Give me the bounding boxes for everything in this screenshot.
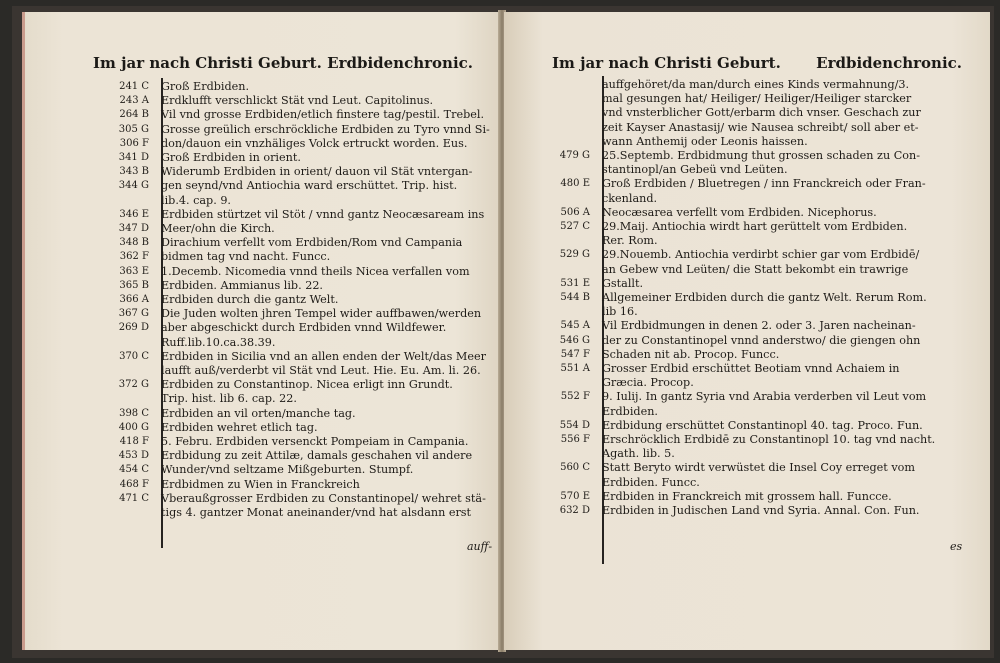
entry-row	[536, 277, 976, 291]
year-marker: 367 G	[118, 308, 149, 320]
entry-row	[95, 137, 495, 151]
right-catchword: es	[950, 540, 963, 553]
year-marker: 454 C	[119, 464, 149, 476]
entry-text-line: tigs 4. gantzer Monat aneinander/vnd hat alsdann erst	[161, 505, 472, 519]
entry-row	[95, 236, 495, 250]
entry-text-line: lib 16.	[602, 305, 638, 319]
year-marker: 632 D	[559, 505, 590, 516]
entry-row	[536, 319, 976, 333]
entry-row	[536, 348, 976, 362]
year-marker: 551 A	[560, 363, 590, 374]
entry-row	[95, 179, 495, 207]
entry-text-line: Erdbiden. Funcc.	[602, 475, 700, 489]
entry-text-line: Groß Erdbiden in orient.	[161, 151, 301, 164]
entry-text-line: Die Juden wolten jhren Tempel wider auffbawen/werden	[161, 307, 482, 321]
entry-text-line: Widerumb Erdbiden in orient/ dauon vil Stät vntergan-	[161, 165, 473, 179]
entry-text-line: Groß Erdbiden.	[161, 80, 250, 93]
entry-row	[95, 449, 495, 463]
entry-text-line: Græcia. Procop.	[602, 376, 694, 390]
entry-row	[95, 265, 495, 279]
year-marker: 243 A	[119, 95, 149, 107]
entry-text-line: Erdbidung zu zeit Attilæ, damals geschahen vil andere	[161, 449, 473, 463]
entry-row	[95, 108, 495, 122]
entry-text-line: 9. Iulij. In gantz Syria vnd Arabia verderben vil Leut vom	[602, 390, 927, 404]
entry-row	[95, 123, 495, 137]
entry-text-line: gen seynd/vnd Antiochia ward erschüttet. Trip. hist.	[161, 179, 458, 193]
entry-text-line: 29.Maij. Antiochia wirdt hart gerüttelt vom Erdbiden.	[602, 220, 908, 233]
entry-row	[536, 149, 976, 177]
entry-text-line: Vberaußgrosser Erdbiden zu Constantinopel/ wehret stä-	[161, 491, 486, 505]
entry-text-line: auffgehöret/da man/durch eines Kinds vermahnung/3.	[602, 78, 910, 91]
entry-row	[536, 291, 976, 319]
year-marker: 341 D	[118, 152, 149, 163]
left-header-title: Im jar nach Christi Geburt.	[93, 54, 322, 72]
entry-text-line: Erdbiden wehret etlich tag.	[161, 420, 318, 434]
entry-row	[95, 478, 495, 492]
entry-text-line: don/dauon ein vnzhäliges Volck ertruckt worden. Eus.	[161, 136, 468, 150]
entry-text-line: aber abgeschickt durch Erdbiden vnnd Wildfewer.	[161, 321, 447, 335]
entry-text-line: lib.4. cap. 9.	[161, 193, 231, 207]
entry-row	[536, 390, 976, 418]
entry-text-line: Erschröcklich Erdbidē zu Constantinopl 10. tag vnd nacht.	[602, 433, 936, 446]
entry-text-line: Statt Beryto wirdt verwüstet die Insel Coy erreget vom	[602, 461, 916, 475]
entry-row	[95, 378, 495, 406]
entry-row	[536, 248, 976, 276]
entry-row	[95, 350, 495, 378]
entry-row	[536, 177, 976, 205]
entry-text-line: 25.Septemb. Erdbidmung thut grossen schaden zu Con-	[602, 149, 920, 162]
year-marker: 545 A	[560, 320, 590, 332]
year-marker: 506 A	[560, 206, 590, 218]
year-marker: 554 D	[559, 419, 590, 431]
right-header-chronicle: Erdbidenchronic.	[816, 54, 962, 72]
year-marker: 372 G	[118, 379, 149, 391]
entry-text-line: stantinopl/an Gebeü vnd Leüten.	[602, 163, 788, 177]
entry-text-line: 1.Decemb. Nicomedia vnnd theils Nicea verfallen vom	[161, 264, 470, 278]
entry-row	[95, 492, 495, 520]
year-marker: 480 E	[560, 178, 590, 190]
entry-text-line: Erdbiden durch die gantz Welt.	[161, 293, 339, 306]
year-marker: 570 E	[560, 490, 590, 502]
entry-text-line: Wunder/vnd seltzame Mißgeburten. Stumpf.	[161, 463, 414, 477]
entry-text-line: Rer. Rom.	[602, 234, 658, 248]
right-page	[504, 12, 990, 650]
entry-text-line: Meer/ohn die Kirch.	[161, 222, 275, 235]
entry-text-line: laufft auß/verderbt vil Stät vnd Leut. Hie. Eu. Am. li. 26.	[161, 363, 481, 377]
entry-row	[536, 490, 976, 504]
year-marker: 400 G	[118, 421, 149, 433]
entry-row	[536, 78, 976, 149]
entry-text-line: bidmen tag vnd nacht. Funcc.	[161, 250, 331, 264]
year-marker: 418 F	[119, 436, 149, 447]
left-page	[22, 12, 503, 650]
year-marker: 241 C	[119, 81, 149, 92]
year-marker: 305 G	[118, 123, 149, 135]
entry-text-line: Gstallt.	[602, 276, 644, 290]
year-marker: 365 B	[119, 279, 149, 291]
entry-row	[95, 421, 495, 435]
entry-text-line: der zu Constantinopel vnnd anderstwo/ die giengen ohn	[602, 333, 921, 347]
year-marker: 544 B	[560, 292, 590, 303]
year-marker: 264 B	[119, 109, 149, 121]
year-marker: 471 C	[119, 492, 149, 504]
year-marker: 453 D	[118, 450, 149, 462]
entry-text-line: Erdbiden in Judischen Land vnd Syria. Annal. Con. Fun.	[602, 504, 920, 517]
entry-text-line: Ruff.lib.10.ca.38.39.	[161, 335, 276, 349]
entry-row	[95, 94, 495, 108]
entry-row	[536, 419, 976, 433]
entry-row	[95, 80, 495, 94]
year-marker: 269 D	[118, 322, 149, 334]
entry-text-line: Dirachium verfellt vom Erdbiden/Rom vnd Campania	[161, 236, 463, 250]
entry-row	[95, 165, 495, 179]
entry-text-line: Erdbiden an vil orten/manche tag.	[161, 406, 356, 420]
entry-text-line: Erdbiden stürtzet vil Stöt / vnnd gantz Neocæsaream ins	[161, 207, 485, 221]
entry-text-line: an Gebew vnd Leüten/ die Statt bekombt ein trawrige	[602, 262, 909, 276]
entry-text-line: vnd vnsterblicher Gott/erbarm dich vnser. Geschach zur	[602, 106, 921, 120]
year-marker: 479 G	[559, 150, 590, 161]
right-running-header	[552, 54, 962, 72]
entry-row	[95, 435, 495, 449]
entry-row	[536, 504, 976, 518]
entry-text-line: Groß Erdbiden / Bluetregen / inn Franckreich oder Fran-	[602, 177, 926, 191]
year-marker: 344 G	[118, 180, 149, 192]
entry-text-line: Erdbidmen zu Wien in Franckreich	[161, 477, 360, 491]
entry-row	[95, 151, 495, 165]
entry-row	[536, 206, 976, 220]
year-marker: 531 E	[560, 277, 590, 289]
year-marker: 546 G	[559, 334, 590, 346]
year-marker: 527 C	[560, 221, 590, 232]
entry-text-line: wann Anthemij oder Leonis haissen.	[602, 134, 808, 148]
entry-row	[536, 461, 976, 489]
year-marker: 398 C	[119, 407, 149, 419]
year-marker: 468 F	[119, 478, 149, 490]
entry-text-line: Vil Erdbidmungen in denen 2. oder 3. Jaren nacheinan-	[602, 319, 916, 333]
entry-text-line: mal gesungen hat/ Heiliger/ Heiliger/Heiliger starcker	[602, 92, 912, 106]
entry-row	[536, 334, 976, 348]
entry-text-line: Trip. hist. lib 6. cap. 22.	[161, 392, 297, 406]
year-marker: 363 E	[119, 265, 149, 277]
right-header-title: Im jar nach Christi Geburt.	[552, 54, 781, 72]
entry-row	[536, 362, 976, 390]
book-spread	[12, 6, 994, 658]
entry-row	[95, 407, 495, 421]
left-header-chronicle: Erdbidenchronic.	[327, 54, 473, 72]
entry-text-line: ckenland.	[602, 191, 658, 205]
year-marker: 547 F	[560, 348, 590, 360]
entry-row	[95, 293, 495, 307]
left-running-header	[93, 54, 473, 72]
entry-row	[536, 220, 976, 248]
entry-row	[536, 433, 976, 461]
entry-text-line: Schaden nit ab. Procop. Funcc.	[602, 347, 780, 361]
entry-text-line: Agath. lib. 5.	[602, 447, 675, 461]
entry-text-line: Grosse greülich erschröckliche Erdbiden zu Tyro vnnd Si-	[161, 122, 490, 136]
year-marker: 347 D	[118, 223, 149, 234]
entry-text-line: 5. Febru. Erdbiden versenckt Pompeiam in Campania.	[161, 435, 469, 448]
entry-text-line: Vil vnd grosse Erdbiden/etlich finstere tag/pestil. Trebel.	[161, 108, 484, 122]
entry-row	[95, 279, 495, 293]
entry-text-line: Erdbiden in Franckreich mit grossem hall. Funcce.	[602, 489, 892, 503]
entry-text-line: Erdbiden zu Constantinop. Nicea erligt inn Grundt.	[161, 378, 453, 392]
year-marker: 348 B	[119, 237, 149, 249]
year-marker: 560 C	[560, 462, 590, 474]
left-catchword: auff-	[467, 540, 493, 553]
entry-text-line: 29.Nouemb. Antiochia verdirbt schier gar vom Erdbidē/	[602, 248, 920, 262]
entry-text-line: Neocæsarea verfellt vom Erdbiden. Nicephorus.	[602, 205, 877, 219]
entry-row	[95, 307, 495, 321]
entry-row	[95, 208, 495, 222]
year-marker: 370 C	[119, 350, 149, 362]
entry-text-line: Grosser Erdbid erschüttet Beotiam vnnd Achaiem in	[602, 362, 900, 375]
entry-text-line: Allgemeiner Erdbiden durch die gantz Welt. Rerum Rom.	[602, 291, 927, 304]
entry-row	[95, 321, 495, 349]
year-marker: 306 F	[119, 137, 149, 149]
year-marker: 556 F	[560, 434, 590, 445]
year-marker: 362 F	[119, 251, 149, 263]
entry-text-line: Erdbidung erschüttet Constantinopl 40. tag. Proco. Fun.	[602, 418, 923, 432]
entry-text-line: Erdbiden. Ammianus lib. 22.	[161, 278, 323, 292]
year-marker: 552 F	[560, 391, 590, 403]
year-marker: 343 B	[119, 166, 149, 178]
entry-row	[95, 463, 495, 477]
entry-row	[95, 250, 495, 264]
entry-text-line: zeit Kayser Anastasij/ wie Nausea schreibt/ soll aber et-	[602, 120, 919, 134]
year-marker: 346 E	[119, 208, 149, 220]
entry-text-line: Erdbiden.	[602, 404, 658, 418]
year-marker: 529 G	[559, 249, 590, 261]
entry-text-line: Erdbiden in Sicilia vnd an allen enden der Welt/das Meer	[161, 349, 486, 363]
entry-text-line: Erdklufft verschlickt Stät vnd Leut. Capitolinus.	[161, 94, 434, 108]
year-marker: 366 A	[119, 294, 149, 305]
entry-row	[95, 222, 495, 236]
